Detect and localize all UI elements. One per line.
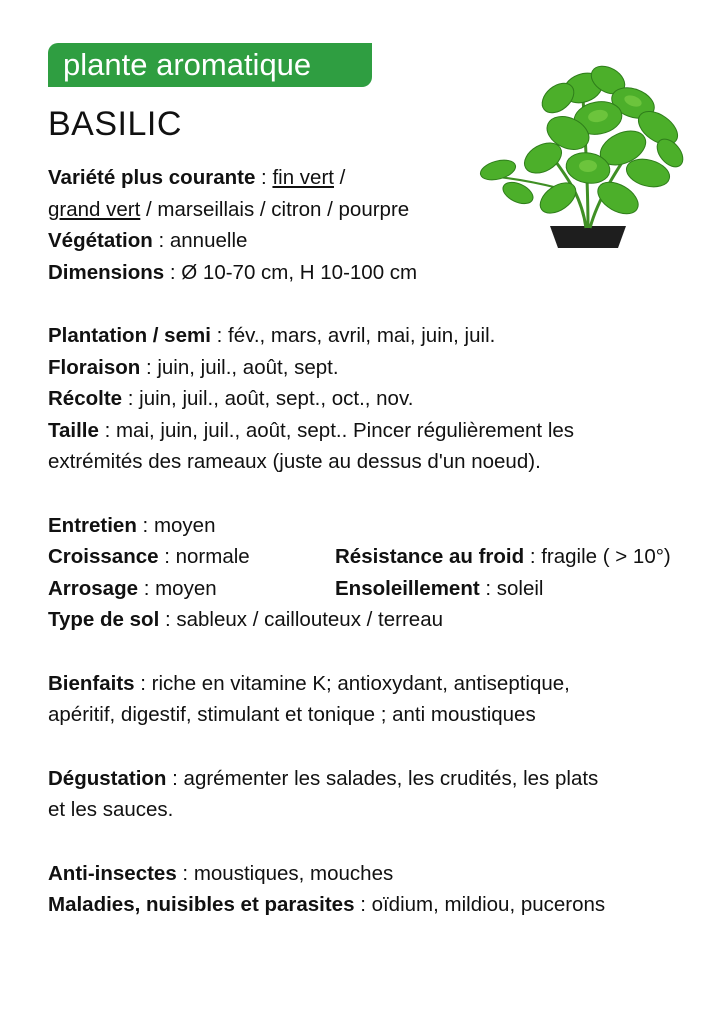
variete-line-2	[48, 194, 708, 226]
bienfaits-label: Bienfaits	[48, 671, 135, 695]
taille-label: Taille	[48, 418, 99, 442]
arrosage-ensoleillement-line	[48, 573, 708, 605]
degustation-value: : agrémenter les salades, les crudités, les plats	[166, 766, 599, 790]
resistance-label: Résistance au froid	[335, 545, 525, 568]
floraison-label: Floraison	[48, 355, 141, 379]
bienfaits-value-continued: apéritif, digestif, stimulant et tonique ; anti moustiques	[48, 703, 536, 726]
croissance-label: Croissance	[48, 545, 159, 568]
variete-after: /	[333, 166, 346, 189]
recolte-value: : juin, juil., août, sept., oct., nov.	[122, 387, 414, 410]
degustation-value-continued: et les sauces.	[48, 798, 174, 821]
taille-line-2	[48, 446, 708, 478]
taille-value: : mai, juin, juil., août, sept.. Pincer régulièrement les	[98, 418, 575, 442]
variete-rest: / marseillais / citron / pourpre	[140, 197, 410, 221]
degustation-line	[48, 763, 708, 795]
plant-details	[48, 162, 708, 921]
category-label: plante aromatique	[63, 47, 312, 82]
variete-line	[48, 162, 708, 194]
variete-link-grand-vert[interactable]: grand vert	[48, 197, 141, 221]
maladies-line	[48, 889, 708, 921]
sol-label: Type de sol	[48, 608, 160, 631]
plantation-label: Plantation / semi	[48, 324, 211, 347]
page-title: BASILIC	[48, 105, 182, 143]
maladies-label: Maladies, nuisibles et parasites	[48, 893, 355, 916]
degustation-label: Dégustation	[48, 766, 167, 790]
insectes-value: : moustiques, mouches	[176, 861, 394, 885]
ensoleillement-value: : soleil	[479, 576, 544, 600]
croissance-value: : normale	[158, 545, 250, 568]
plantation-line	[48, 320, 708, 352]
arrosage-value: : moyen	[138, 576, 217, 600]
insectes-line	[48, 858, 708, 890]
variete-separator: :	[255, 166, 273, 189]
variete-link-fin-vert[interactable]: fin vert	[272, 166, 334, 189]
dimensions-line	[48, 257, 708, 289]
vegetation-line	[48, 225, 708, 257]
arrosage-label: Arrosage	[48, 576, 139, 600]
vegetation-label: Végétation	[48, 229, 153, 252]
taille-value-continued: extrémités des rameaux (juste au dessus d'un noeud).	[48, 450, 541, 473]
resistance-value: : fragile ( > 10°)	[524, 545, 671, 568]
variete-label: Variété plus courante	[48, 166, 256, 189]
maladies-value: : oïdium, mildiou, pucerons	[354, 893, 606, 916]
recolte-label: Récolte	[48, 387, 123, 410]
insectes-label: Anti-insectes	[48, 861, 177, 885]
sol-line	[48, 604, 708, 636]
degustation-line-2	[48, 794, 708, 826]
entretien-value: : moyen	[136, 513, 216, 537]
plantation-value: : fév., mars, avril, mai, juin, juil.	[210, 324, 496, 347]
bienfaits-line-2	[48, 699, 708, 731]
dimensions-value: : Ø 10-70 cm, H 10-100 cm	[164, 260, 418, 284]
floraison-line	[48, 352, 708, 384]
ensoleillement-label: Ensoleillement	[335, 576, 480, 600]
entretien-label: Entretien	[48, 513, 137, 537]
sol-value: : sableux / caillouteux / terreau	[159, 608, 444, 631]
taille-line	[48, 415, 708, 447]
bienfaits-line	[48, 668, 708, 700]
bienfaits-value: : riche en vitamine K; antioxydant, antiseptique,	[134, 671, 570, 695]
vegetation-value: : annuelle	[152, 229, 248, 252]
croissance-resistance-line	[48, 541, 708, 573]
recolte-line	[48, 383, 708, 415]
entretien-line	[48, 510, 708, 542]
floraison-value: : juin, juil., août, sept.	[140, 355, 339, 379]
category-badge	[48, 43, 372, 87]
dimensions-label: Dimensions	[48, 260, 165, 284]
